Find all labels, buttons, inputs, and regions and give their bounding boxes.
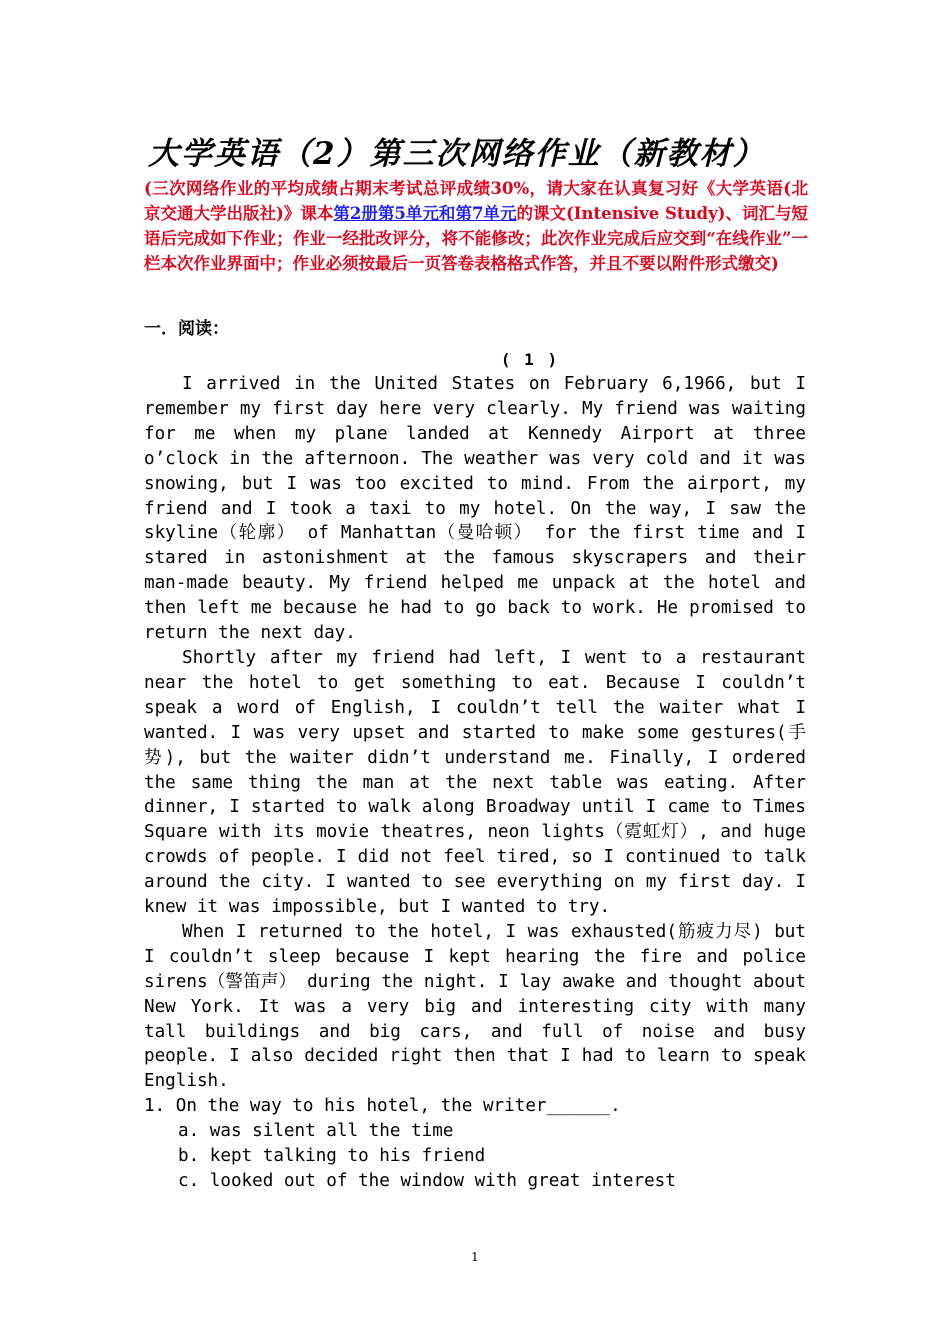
paragraph-2: Shortly after my friend had left, I went to a restaurant near the hotel to get something to eat. Because I couldn’t speak a word of English, I couldn’t tell the waiter what I wanted. I was very upset and started to make some gestures(手势), but the waiter didn’t understand me. Finally, I ordered the same thing the man at the next table was eating. After dinner, I started to walk along Broadway until I came to Times Square with its movie theatres, neon lights（霓虹灯）, and huge crowds of people. I did not feel tired, so I continued to talk around the city. I wanted to see everything on my first day. I knew it was impossible, but I wanted to try.	[144, 647, 806, 918]
question-1-option-a: a. was silent all the time	[178, 1121, 454, 1142]
note-text-1: (三次网络作业的平均成绩占期末考试总评成绩30%，请大家在认真复习好《大学英语(北京交通大学出版社)》课本	[144, 179, 808, 223]
question-1-option-c: c. looked out of the window with great interest	[178, 1171, 676, 1191]
passage-number: ( 1 )	[500, 350, 560, 369]
paragraph-3: When I returned to the hotel, I was exhausted(筋疲力尽) but I couldn’t sleep because I kept hearing the fire and police sirens（警笛声） during the night. I lay awake and thought about New York. It was a very big and interesting city with many tall buildings and big cars, and full of noise and busy people. I also decided right then that I had to learn to speak English.	[144, 921, 806, 1092]
page-number: 1	[471, 1250, 479, 1264]
note-text-2: 的课文(Intensive Study)、词汇与短语后完成如下作业；作业一经批改评分，将不能修改；此次作业完成后应交到“在线作业”一栏本次作业界面中；作业必须按最后一页答卷表格格式作答，并且不要以附件形式缴交)	[144, 204, 809, 273]
link-units-5-7[interactable]: 第5单元和第7单元	[377, 204, 517, 223]
question-1-option-b: b. kept talking to his friend	[178, 1146, 486, 1167]
section-heading: 一．阅读：	[144, 319, 229, 339]
question-1-stem: 1. On the way to his hotel, the writer______.	[144, 1096, 621, 1117]
link-volume-2[interactable]: 第2册	[333, 204, 378, 223]
page-title: 大学英语（2）第三次网络作业（新教材）	[148, 136, 766, 172]
instruction-note	[144, 176, 808, 276]
paragraph-1: I arrived in the United States on February 6,1966, but I remember my first day here very clearly. My friend was waiting for me when my plane landed at Kennedy Airport at three o’clock in the afternoon. The weather was very cold and it was snowing, but I was too excited to mind. From the airport, my friend and I took a taxi to my hotel. On the way, I saw the skyline（轮廓） of Manhattan（曼哈顿） for the first time and I stared in astonishment at the famous skyscrapers and their man-made beauty. My friend helped me unpack at the hotel and then left me because he had to go back to work. He promised to return the next day.	[144, 374, 806, 644]
reading-passage	[144, 372, 806, 1194]
